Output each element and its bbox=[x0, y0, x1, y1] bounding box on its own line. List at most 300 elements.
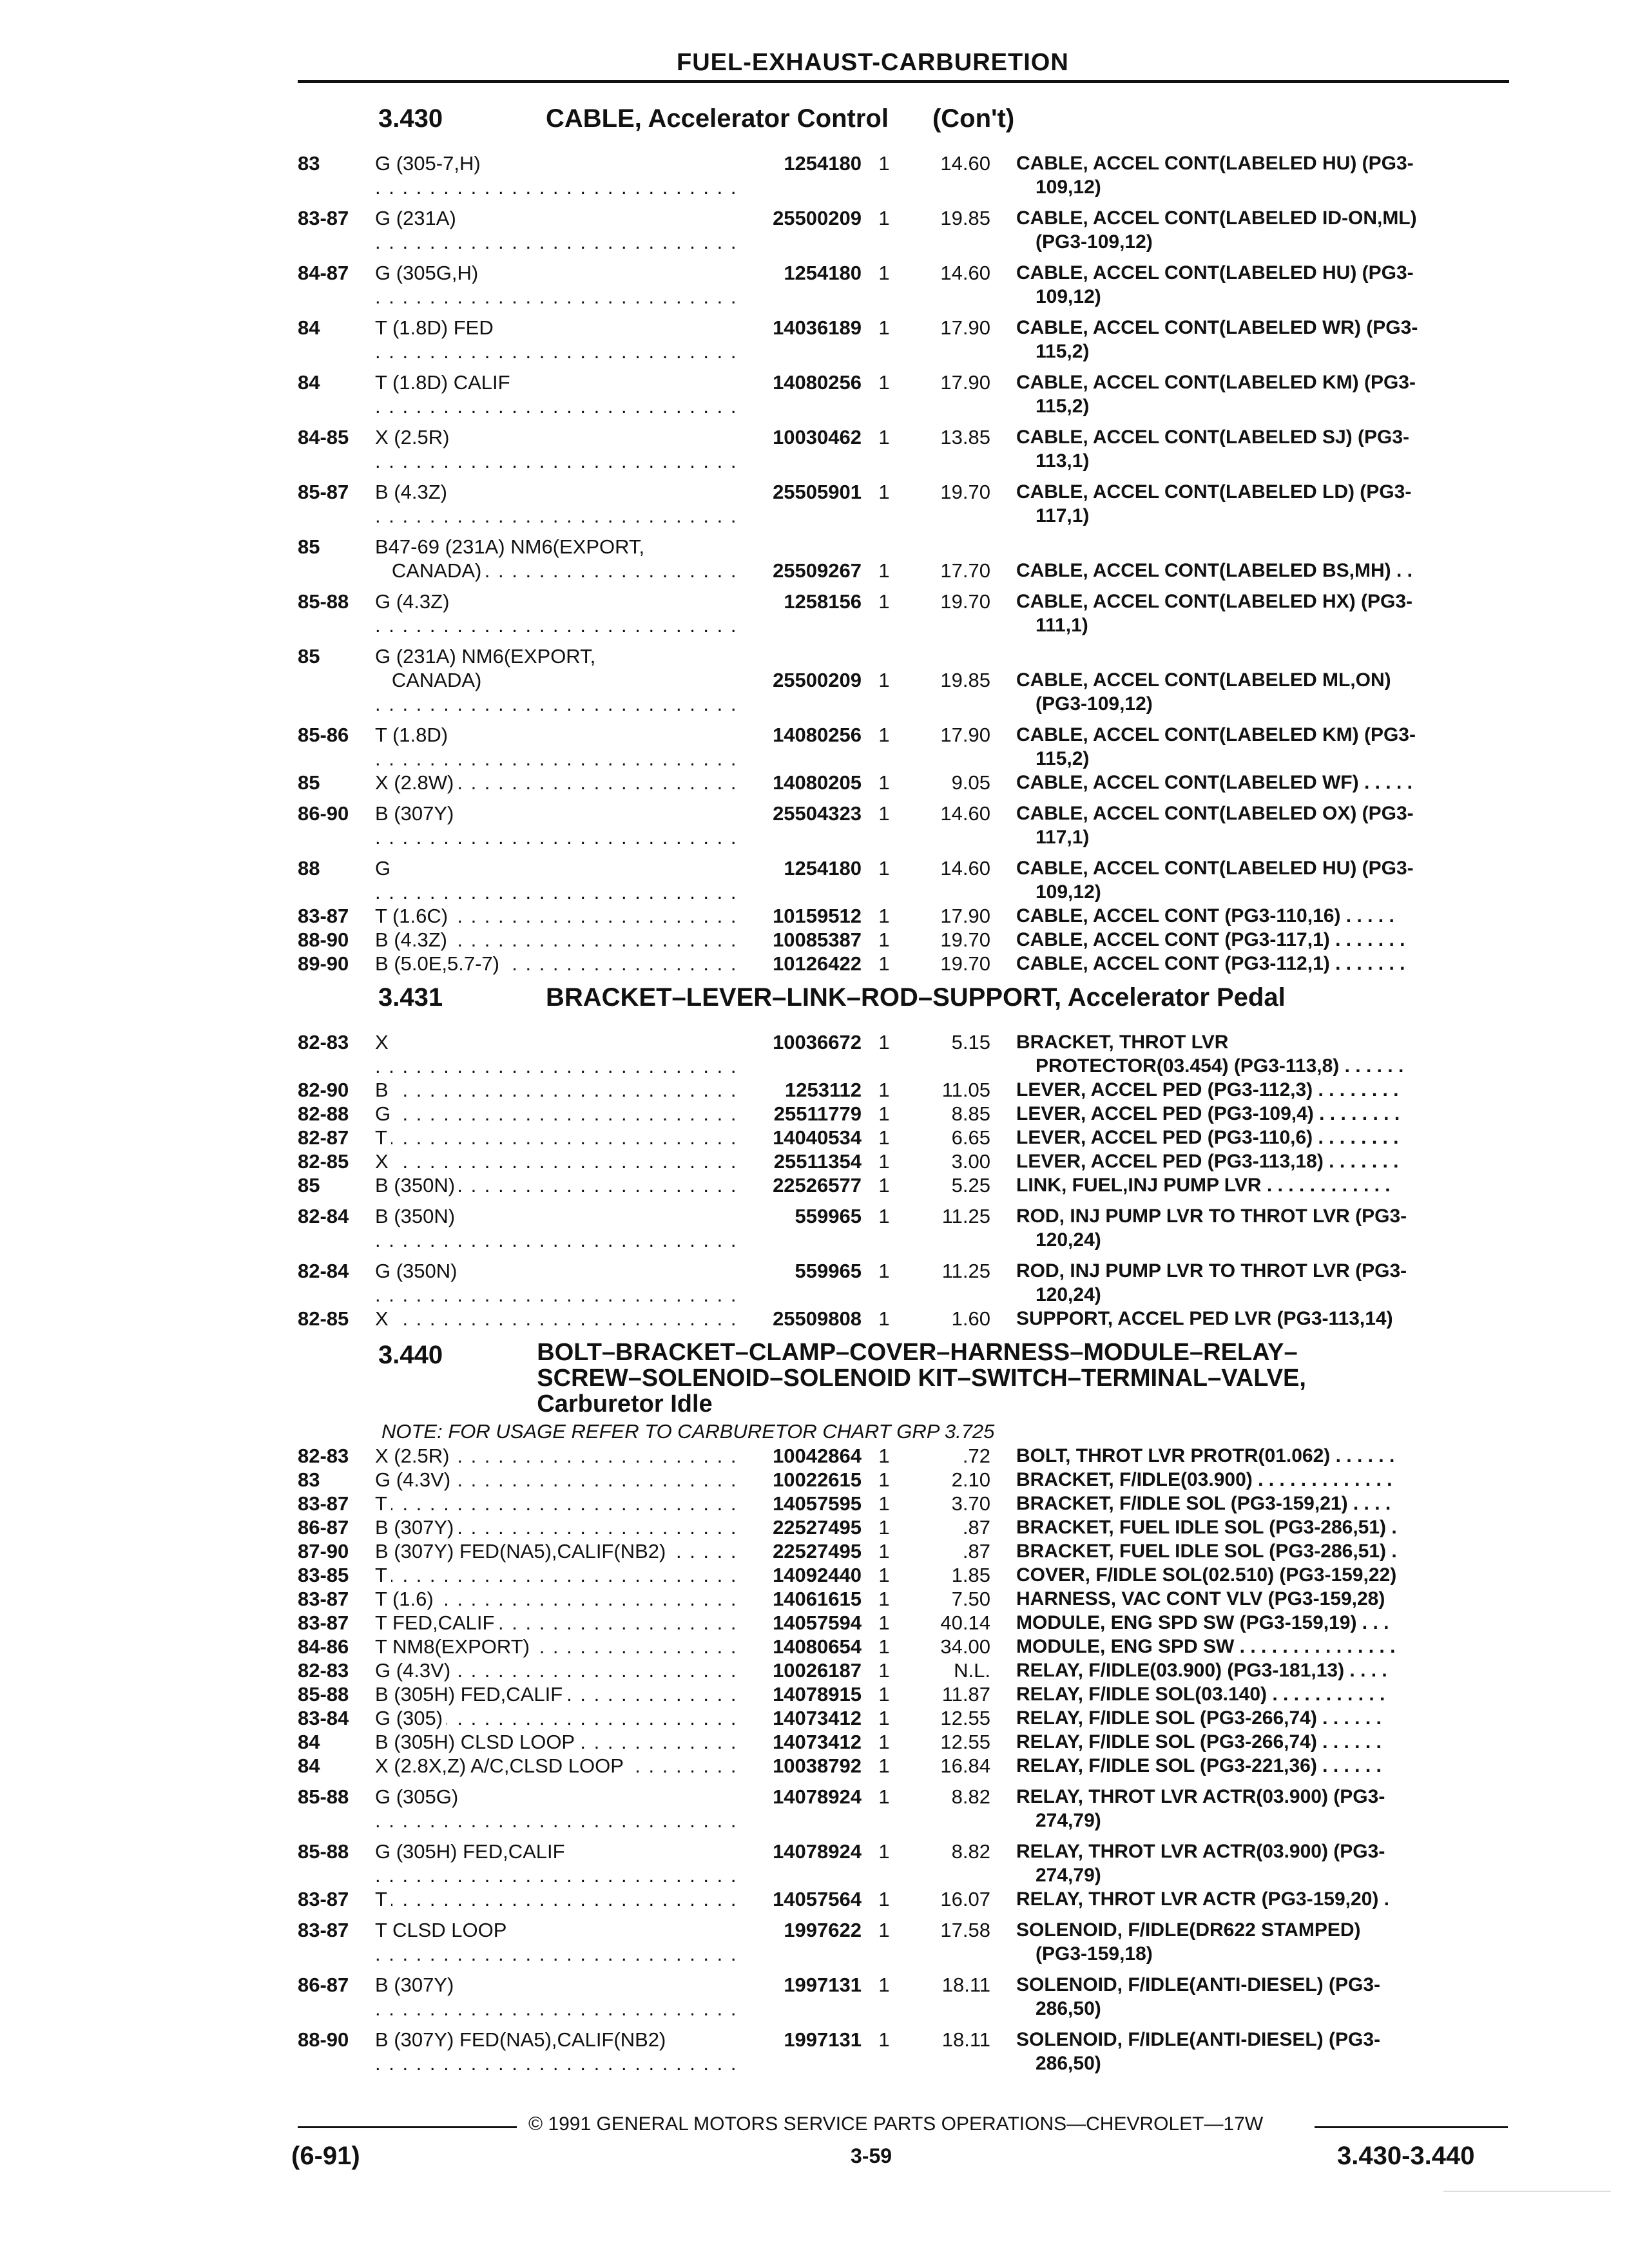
description bbox=[1016, 1030, 1467, 1078]
description-text: RELAY, F/IDLE SOL(03.140) . . . . . . . . . . . bbox=[1016, 1684, 1385, 1705]
model-years: 82-84 bbox=[298, 1260, 349, 1282]
application bbox=[375, 644, 736, 716]
part-number: 14078924 bbox=[773, 1840, 862, 1863]
part-number: 1997131 bbox=[784, 1974, 862, 1996]
application bbox=[375, 1587, 736, 1611]
description-cont-text: 115,2) bbox=[1036, 341, 1090, 362]
part-number: 22527495 bbox=[773, 1516, 862, 1539]
description-cont-text: 109,12) bbox=[1036, 177, 1101, 198]
part-number: 559965 bbox=[795, 1260, 862, 1282]
description-cont bbox=[1016, 1054, 1467, 1078]
description-cont bbox=[1016, 394, 1467, 418]
description-text: SOLENOID, F/IDLE(DR622 STAMPED) bbox=[1016, 1919, 1361, 1941]
table-row bbox=[298, 480, 1509, 528]
price: 11.05 bbox=[941, 1079, 990, 1101]
description-text: CABLE, ACCEL CONT(LABELED ML,ON) bbox=[1016, 669, 1391, 691]
section-subtitle: Carburetor Idle bbox=[537, 1390, 713, 1418]
description bbox=[1016, 2028, 1467, 2075]
description-text: BRACKET, FUEL IDLE SOL (PG3-286,51) . bbox=[1016, 1541, 1397, 1562]
application bbox=[375, 1539, 736, 1563]
application-text: T bbox=[375, 1126, 391, 1149]
model-years: 86-90 bbox=[298, 802, 349, 825]
model-years: 82-87 bbox=[298, 1126, 349, 1149]
description bbox=[1016, 1173, 1467, 1197]
part-number: 10022615 bbox=[773, 1468, 862, 1491]
model-years: 85 bbox=[298, 771, 320, 794]
application-text: X (2.5R) bbox=[375, 426, 453, 448]
description bbox=[1016, 1468, 1467, 1492]
application-text: B (350N) bbox=[375, 1205, 459, 1227]
price: 1.60 bbox=[951, 1307, 990, 1330]
model-years: 84 bbox=[298, 1754, 320, 1777]
footer-date-code: (6-91) bbox=[291, 2142, 360, 2170]
section-heading bbox=[298, 1331, 1509, 1419]
description-text: CABLE, ACCEL CONT (PG3-117,1) . . . . . . . bbox=[1016, 929, 1405, 950]
description bbox=[1016, 1682, 1467, 1706]
table-row bbox=[298, 316, 1509, 363]
application bbox=[375, 1444, 736, 1468]
description bbox=[1016, 1307, 1467, 1331]
description-text: BOLT, THROT LVR PROTR(01.062) . . . . . . bbox=[1016, 1445, 1395, 1466]
quantity: 1 bbox=[878, 1888, 890, 1910]
price: 7.50 bbox=[951, 1588, 990, 1610]
application-text: T bbox=[375, 1564, 391, 1586]
price: 14.60 bbox=[940, 802, 990, 825]
price: 19.85 bbox=[940, 207, 990, 229]
table-row bbox=[298, 1785, 1509, 1832]
application-text: T CLSD LOOP bbox=[375, 1919, 510, 1941]
quantity: 1 bbox=[878, 559, 890, 582]
table-row bbox=[298, 1973, 1509, 2021]
description bbox=[1016, 1706, 1467, 1730]
model-years: 86-87 bbox=[298, 1516, 349, 1539]
quantity: 1 bbox=[878, 724, 890, 746]
price: 17.58 bbox=[940, 1919, 990, 1941]
application bbox=[375, 1754, 736, 1778]
description bbox=[1016, 1492, 1467, 1515]
section-title: BRACKET–LEVER–LINK–ROD–SUPPORT, Accelerator Pedal bbox=[546, 983, 1286, 1012]
description-cont-text: 274,79) bbox=[1036, 1865, 1101, 1886]
description bbox=[1016, 904, 1467, 928]
description-text: CABLE, ACCEL CONT(LABELED SJ) (PG3- bbox=[1016, 427, 1410, 448]
price: 18.11 bbox=[941, 1974, 990, 1996]
application-text: X bbox=[375, 1031, 392, 1053]
part-number: 10085387 bbox=[773, 928, 862, 951]
section-heading bbox=[298, 975, 1509, 1023]
application bbox=[375, 1307, 736, 1331]
description-text: MODULE, ENG SPD SW . . . . . . . . . . . . . . . bbox=[1016, 1636, 1396, 1657]
quantity: 1 bbox=[878, 316, 890, 339]
description-cont-text: 120,24) bbox=[1036, 1229, 1101, 1251]
quantity: 1 bbox=[878, 371, 890, 394]
table-row bbox=[298, 1173, 1509, 1197]
table-row bbox=[298, 370, 1509, 418]
description bbox=[1016, 1259, 1467, 1307]
model-years: 82-84 bbox=[298, 1205, 349, 1227]
quantity: 1 bbox=[878, 928, 890, 951]
description bbox=[1016, 1635, 1467, 1658]
application bbox=[375, 1492, 736, 1515]
description-cont bbox=[1016, 1283, 1467, 1307]
part-number: 14080256 bbox=[773, 371, 862, 394]
price: 5.15 bbox=[951, 1031, 990, 1053]
description-cont bbox=[1016, 1997, 1467, 2021]
part-number: 1253112 bbox=[785, 1079, 862, 1101]
application-text: X (2.5R) bbox=[375, 1445, 453, 1467]
quantity: 1 bbox=[878, 1683, 890, 1706]
description-cont-text: 115,2) bbox=[1036, 748, 1090, 769]
application bbox=[375, 1078, 736, 1102]
part-number: 25500209 bbox=[773, 207, 862, 229]
model-years: 82-83 bbox=[298, 1031, 349, 1053]
table-row bbox=[298, 425, 1509, 473]
application-text: X bbox=[375, 1307, 392, 1330]
description-cont-text: (PG3-109,12) bbox=[1036, 231, 1153, 253]
description-text: LINK, FUEL,INJ PUMP LVR . . . . . . . . . . . . bbox=[1016, 1175, 1391, 1196]
application-text: G (231A) NM6(EXPORT, bbox=[375, 645, 599, 668]
quantity: 1 bbox=[878, 1919, 890, 1941]
model-years: 82-83 bbox=[298, 1445, 349, 1467]
part-number: 559965 bbox=[795, 1205, 862, 1227]
application-text: B (307Y) bbox=[375, 1974, 458, 1996]
description-cont-text: (PG3-109,12) bbox=[1036, 693, 1153, 715]
table-row bbox=[298, 1706, 1509, 1730]
table-row bbox=[298, 1204, 1509, 1252]
description-text: CABLE, ACCEL CONT (PG3-112,1) . . . . . . . bbox=[1016, 953, 1405, 974]
part-number: 22526577 bbox=[773, 1174, 862, 1196]
table-row bbox=[298, 1078, 1509, 1102]
table-row bbox=[298, 206, 1509, 254]
quantity: 1 bbox=[878, 1307, 890, 1330]
model-years: 83-87 bbox=[298, 1492, 349, 1515]
table-row bbox=[298, 928, 1509, 952]
description bbox=[1016, 1078, 1467, 1102]
application bbox=[375, 370, 736, 418]
description bbox=[1016, 1611, 1467, 1635]
description-cont bbox=[1016, 230, 1467, 254]
quantity: 1 bbox=[878, 1150, 890, 1173]
part-number: 25500209 bbox=[773, 669, 862, 691]
quantity: 1 bbox=[878, 771, 890, 794]
description-text: COVER, F/IDLE SOL(02.510) (PG3-159,22) bbox=[1016, 1564, 1397, 1586]
table-row bbox=[298, 535, 1509, 582]
price: 14.60 bbox=[940, 152, 990, 175]
description bbox=[1016, 952, 1467, 975]
application bbox=[375, 1973, 736, 2021]
table-row bbox=[298, 1307, 1509, 1331]
description bbox=[1016, 1658, 1467, 1682]
description bbox=[1016, 425, 1467, 473]
description-text: CABLE, ACCEL CONT (PG3-110,16) . . . . . bbox=[1016, 905, 1394, 927]
application-text: G (305G,H) bbox=[375, 262, 482, 284]
quantity: 1 bbox=[878, 1754, 890, 1777]
application bbox=[375, 1030, 736, 1078]
part-number: 1997622 bbox=[784, 1919, 862, 1941]
quantity: 1 bbox=[878, 1468, 890, 1491]
description bbox=[1016, 151, 1467, 199]
application-text: B (307Y) bbox=[375, 1516, 458, 1539]
price: 19.70 bbox=[940, 928, 990, 951]
model-years: 83-87 bbox=[298, 1919, 349, 1941]
model-years: 85-86 bbox=[298, 724, 349, 746]
application bbox=[375, 480, 736, 528]
application-text: T NM8(EXPORT) bbox=[375, 1635, 534, 1658]
application bbox=[375, 1515, 736, 1539]
quantity: 1 bbox=[878, 262, 890, 284]
application-text: T (1.6C) bbox=[375, 905, 452, 927]
model-years: 84-86 bbox=[298, 1635, 349, 1658]
price: 8.82 bbox=[951, 1785, 990, 1808]
model-years: 88 bbox=[298, 857, 320, 879]
part-number: 1254180 bbox=[784, 857, 862, 879]
price: 13.85 bbox=[940, 426, 990, 448]
part-number: 14073412 bbox=[773, 1707, 862, 1729]
model-years: 83 bbox=[298, 152, 320, 175]
table-row bbox=[298, 151, 1509, 199]
description-text: SOLENOID, F/IDLE(ANTI-DIESEL) (PG3- bbox=[1016, 2029, 1381, 2050]
description bbox=[1016, 644, 1467, 716]
application-text: G (350N) bbox=[375, 1260, 461, 1282]
description-text: LEVER, ACCEL PED (PG3-113,18) . . . . . . . bbox=[1016, 1151, 1399, 1172]
footer-page-number: 3-59 bbox=[851, 2144, 892, 2167]
model-years: 84-87 bbox=[298, 262, 349, 284]
application-text-cont: CANADA) bbox=[375, 559, 485, 582]
application-text: B (350N) bbox=[375, 1174, 459, 1196]
application-text: G (305-7,H) bbox=[375, 152, 485, 175]
section-number: 3.430 bbox=[378, 104, 443, 133]
part-number: 14073412 bbox=[773, 1731, 862, 1753]
quantity: 1 bbox=[878, 1635, 890, 1658]
application-text: T bbox=[375, 1888, 391, 1910]
description-text: RELAY, F/IDLE(03.900) (PG3-181,13) . . . . bbox=[1016, 1660, 1387, 1681]
part-number: 10030462 bbox=[773, 426, 862, 448]
price: N.L. bbox=[954, 1659, 990, 1682]
application bbox=[375, 904, 736, 928]
application-text: G (305H) FED,CALIF bbox=[375, 1840, 569, 1863]
application-text: B47-69 (231A) NM6(EXPORT, bbox=[375, 535, 648, 558]
part-number: 25504323 bbox=[773, 802, 862, 825]
application bbox=[375, 1126, 736, 1149]
model-years: 85-88 bbox=[298, 1683, 349, 1706]
application-text: G (231A) bbox=[375, 207, 460, 229]
quantity: 1 bbox=[878, 952, 890, 975]
parts-listing bbox=[298, 97, 1509, 2075]
price: 34.00 bbox=[940, 1635, 990, 1658]
application bbox=[375, 1840, 736, 1887]
table-row bbox=[298, 261, 1509, 309]
model-years: 85 bbox=[298, 645, 320, 668]
description bbox=[1016, 1515, 1467, 1539]
application bbox=[375, 425, 736, 473]
price: 14.60 bbox=[940, 857, 990, 879]
quantity: 1 bbox=[878, 207, 890, 229]
description-text: LEVER, ACCEL PED (PG3-110,6) . . . . . . . . bbox=[1016, 1127, 1399, 1148]
description bbox=[1016, 1204, 1467, 1252]
application bbox=[375, 261, 736, 309]
description-text: CABLE, ACCEL CONT(LABELED KM) (PG3- bbox=[1016, 724, 1416, 745]
description-text: CABLE, ACCEL CONT(LABELED HU) (PG3- bbox=[1016, 153, 1414, 174]
application bbox=[375, 1204, 736, 1252]
model-years: 86-87 bbox=[298, 1974, 349, 1996]
description bbox=[1016, 590, 1467, 637]
table-row bbox=[298, 1635, 1509, 1658]
model-years: 83 bbox=[298, 1468, 320, 1491]
part-number: 1254180 bbox=[784, 152, 862, 175]
scan-smudge bbox=[1443, 2191, 1611, 2192]
description-cont bbox=[1016, 285, 1467, 309]
application-text: G (4.3Z) bbox=[375, 590, 453, 613]
description-text: CABLE, ACCEL CONT(LABELED WR) (PG3- bbox=[1016, 317, 1418, 338]
description-text: RELAY, F/IDLE SOL (PG3-266,74) . . . . . . bbox=[1016, 1707, 1382, 1729]
description bbox=[1016, 1444, 1467, 1468]
description-cont-text: 120,24) bbox=[1036, 1284, 1101, 1305]
model-years: 83-87 bbox=[298, 207, 349, 229]
description-cont-text: 113,1) bbox=[1036, 450, 1090, 472]
price: 11.25 bbox=[941, 1205, 990, 1227]
table-row bbox=[298, 904, 1509, 928]
description-text: LEVER, ACCEL PED (PG3-112,3) . . . . . . . . bbox=[1016, 1079, 1399, 1100]
description bbox=[1016, 370, 1467, 418]
description-text: RELAY, F/IDLE SOL (PG3-266,74) . . . . . . bbox=[1016, 1731, 1382, 1753]
header-rule bbox=[298, 80, 1509, 83]
application-text: X (2.8X,Z) A/C,CLSD LOOP bbox=[375, 1754, 628, 1777]
price: 8.85 bbox=[951, 1102, 990, 1125]
price: 5.25 bbox=[951, 1174, 990, 1196]
part-number: 1258156 bbox=[784, 590, 862, 613]
application bbox=[375, 535, 736, 582]
description-cont bbox=[1016, 340, 1467, 363]
model-years: 89-90 bbox=[298, 952, 349, 975]
part-number: 25505901 bbox=[773, 481, 862, 503]
application bbox=[375, 316, 736, 363]
quantity: 1 bbox=[878, 426, 890, 448]
application-text: B (305H) CLSD LOOP bbox=[375, 1731, 579, 1753]
description-text: CABLE, ACCEL CONT(LABELED BS,MH) . . bbox=[1016, 560, 1412, 581]
description-cont-text: 274,79) bbox=[1036, 1810, 1101, 1831]
description-text: BRACKET, FUEL IDLE SOL (PG3-286,51) . bbox=[1016, 1517, 1397, 1538]
price: 8.82 bbox=[951, 1840, 990, 1863]
application-text: G (4.3V) bbox=[375, 1659, 454, 1682]
quantity: 1 bbox=[878, 152, 890, 175]
price: 9.05 bbox=[951, 771, 990, 794]
running-head: FUEL-EXHAUST-CARBURETION bbox=[677, 49, 1069, 76]
quantity: 1 bbox=[878, 1205, 890, 1227]
application bbox=[375, 856, 736, 904]
price: .72 bbox=[962, 1445, 990, 1467]
description bbox=[1016, 802, 1467, 849]
description bbox=[1016, 535, 1467, 582]
description-cont bbox=[1016, 1228, 1467, 1252]
part-number: 14080205 bbox=[773, 771, 862, 794]
model-years: 87-90 bbox=[298, 1540, 349, 1562]
part-number: 10036672 bbox=[773, 1031, 862, 1053]
quantity: 1 bbox=[878, 1611, 890, 1634]
price: 14.60 bbox=[940, 262, 990, 284]
application-text: B bbox=[375, 1079, 392, 1101]
application bbox=[375, 1730, 736, 1754]
table-row bbox=[298, 1730, 1509, 1754]
application bbox=[375, 1149, 736, 1173]
price: 19.85 bbox=[940, 669, 990, 691]
description bbox=[1016, 316, 1467, 363]
application bbox=[375, 590, 736, 637]
description-text: CABLE, ACCEL CONT(LABELED WF) . . . . . bbox=[1016, 772, 1412, 793]
description-cont-text: 111,1) bbox=[1036, 615, 1088, 636]
section-continued: (Con't) bbox=[932, 104, 1015, 133]
price: .87 bbox=[962, 1516, 990, 1539]
footer-rule-left bbox=[298, 2126, 517, 2128]
application-text: B (307Y) FED(NA5),CALIF(NB2) bbox=[375, 1540, 670, 1562]
model-years: 85-87 bbox=[298, 481, 349, 503]
model-years: 84 bbox=[298, 316, 320, 339]
application-text: T (1.8D) CALIF bbox=[375, 371, 514, 394]
model-years: 88-90 bbox=[298, 2028, 349, 2051]
model-years: 82-85 bbox=[298, 1307, 349, 1330]
table-row bbox=[298, 723, 1509, 771]
description-text: CABLE, ACCEL CONT(LABELED KM) (PG3- bbox=[1016, 372, 1416, 393]
quantity: 1 bbox=[878, 2028, 890, 2051]
table-row bbox=[298, 1492, 1509, 1515]
application-text: B (307Y) bbox=[375, 802, 458, 825]
price: 1.85 bbox=[951, 1564, 990, 1586]
table-row bbox=[298, 1611, 1509, 1635]
application-text: B (4.3Z) bbox=[375, 481, 451, 503]
application-text: T (1.6) bbox=[375, 1588, 438, 1610]
quantity: 1 bbox=[878, 1126, 890, 1149]
price: 18.11 bbox=[941, 2028, 990, 2051]
application bbox=[375, 952, 736, 975]
description-text: CABLE, ACCEL CONT(LABELED OX) (PG3- bbox=[1016, 803, 1414, 824]
application bbox=[375, 206, 736, 254]
description bbox=[1016, 1973, 1467, 2021]
application bbox=[375, 1611, 736, 1635]
quantity: 1 bbox=[878, 1659, 890, 1682]
application bbox=[375, 1918, 736, 1966]
description bbox=[1016, 1887, 1467, 1911]
price: 16.84 bbox=[940, 1754, 990, 1777]
description bbox=[1016, 771, 1467, 794]
model-years: 83-84 bbox=[298, 1707, 349, 1729]
section-title bbox=[524, 1340, 1509, 1417]
application bbox=[375, 1785, 736, 1832]
model-years: 83-87 bbox=[298, 905, 349, 927]
description-cont-text: 117,1) bbox=[1036, 827, 1090, 848]
quantity: 1 bbox=[878, 1492, 890, 1515]
table-row bbox=[298, 952, 1509, 975]
description-text: SUPPORT, ACCEL PED LVR (PG3-113,14) bbox=[1016, 1308, 1393, 1329]
part-number: 25511354 bbox=[773, 1150, 862, 1173]
description-cont-text: 286,50) bbox=[1036, 1998, 1101, 2019]
application-text: B (307Y) FED(NA5),CALIF(NB2) bbox=[375, 2028, 670, 2051]
application-text: G bbox=[375, 1102, 394, 1125]
description-text: SOLENOID, F/IDLE(ANTI-DIESEL) (PG3- bbox=[1016, 1974, 1381, 1995]
description bbox=[1016, 1918, 1467, 1966]
description-cont bbox=[1016, 1863, 1467, 1887]
model-years: 88-90 bbox=[298, 928, 349, 951]
application bbox=[375, 1887, 736, 1911]
quantity: 1 bbox=[878, 1731, 890, 1753]
table-row bbox=[298, 1030, 1509, 1078]
table-row bbox=[298, 1259, 1509, 1307]
description-text: ROD, INJ PUMP LVR TO THROT LVR (PG3- bbox=[1016, 1260, 1407, 1282]
description-text: RELAY, THROT LVR ACTR(03.900) (PG3- bbox=[1016, 1786, 1385, 1807]
price: 3.00 bbox=[951, 1150, 990, 1173]
quantity: 1 bbox=[878, 1564, 890, 1586]
description bbox=[1016, 206, 1467, 254]
application-text: G (305G) bbox=[375, 1785, 462, 1808]
description bbox=[1016, 1149, 1467, 1173]
description-text: LEVER, ACCEL PED (PG3-109,4) . . . . . . . . bbox=[1016, 1103, 1400, 1124]
